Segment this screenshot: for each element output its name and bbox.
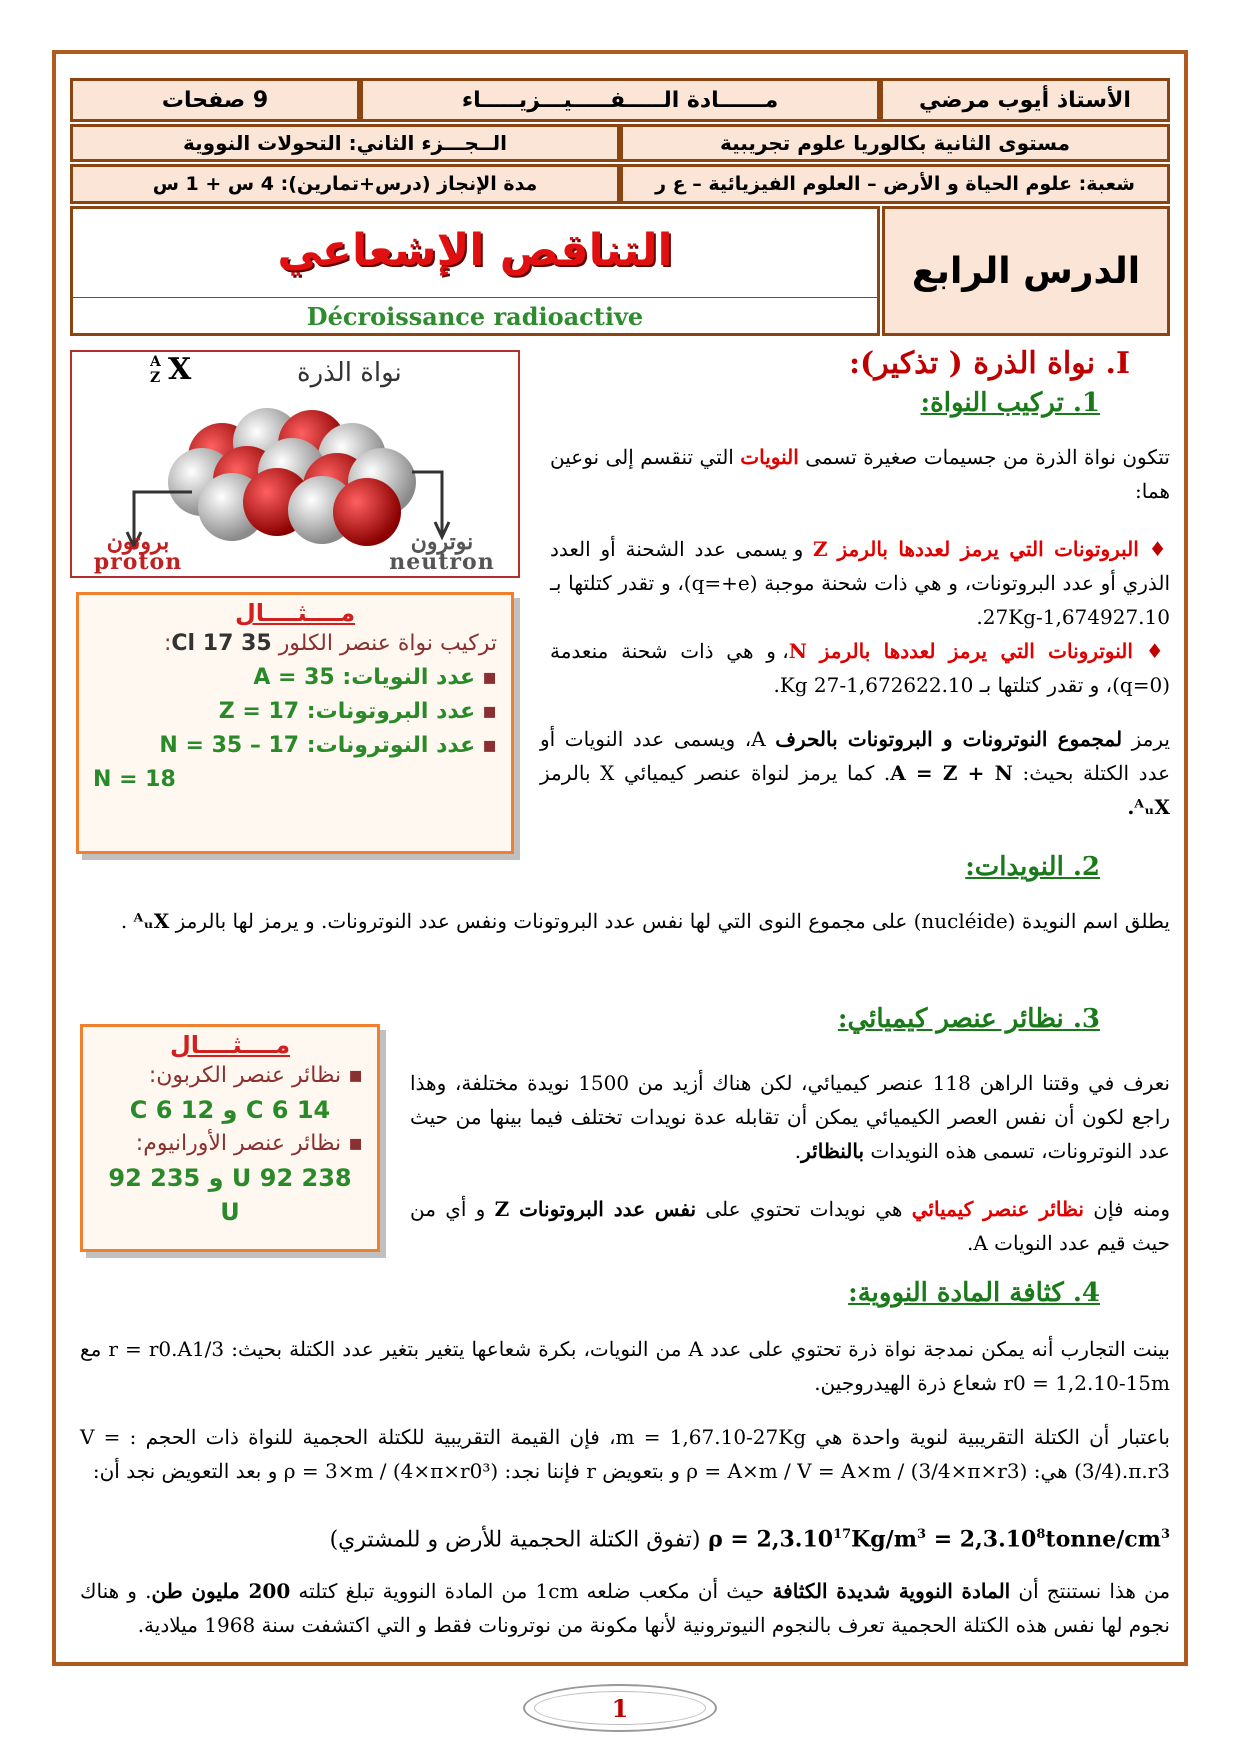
duration: مدة الإنجاز (درس+تمارين): 4 س + 1 س: [70, 164, 620, 204]
nucleus-icon: [168, 408, 416, 546]
density-result: $\rho = 2,3.10^{17}Kg/m^3$ = $2,3.10^8tonne/cm^3$ (تفوق الكتلة الحجمية للأرض و للمشتري): [329, 1526, 1170, 1553]
paragraph-nuclides: يطلق اسم النويدة (nucléide) على مجموع النوى التي لها نفس عدد البروتونات ونفس عدد النوترونات. و يرمز لها بالرمز ᴬᵤX .: [120, 909, 1170, 933]
nucleus-caption: نواة الذرة: [297, 358, 402, 388]
example-line-1: ▪ عدد النويات: A = 35: [253, 665, 497, 690]
paragraph-mass-number: يرمز لمجموع النوترونات و البروتونات بالحرف A، ويسمى عدد النويات أو عدد الكتلة بحيث: A = Z + N. كما يرمز لنواة عنصر كيميائي X بالرمز ᴬᵤX.: [540, 727, 1171, 819]
example-isotopes: [80, 1024, 380, 1252]
example-title: مــــثــــال: [169, 1031, 291, 1059]
teacher-name: الأستاذ أيوب مرضي: [880, 78, 1170, 122]
subsection-3: 3. نظائر عنصر كيميائي:: [837, 1004, 1100, 1034]
subsection-4: 4. كثافة المادة النووية:: [848, 1278, 1100, 1308]
header-row-1: [70, 78, 1170, 122]
paragraph-radius: بينت التجارب أنه يمكن نمدجة نواة ذرة تحتوي على عدد A من النويات، بكرة شعاعها يتغير بتغير عدد الكتلة بحيث: r = r0.A1/3 مع r0 = 1,2.10-15m شعاع ذرة الهيدروجين.: [80, 1337, 1170, 1395]
example-uranium-label: ▪ نظائر عنصر الأورانيوم:: [135, 1131, 363, 1156]
lesson-title-fr: Décroissance radioactive: [73, 297, 877, 336]
lesson-title-ar: التناقص الإشعاعي: [277, 225, 673, 276]
proton-label: بروتون proton: [93, 529, 183, 575]
paragraph-nucleons: تتكون نواة الذرة من جسيمات صغيرة تسمى النويات التي تنقسم إلى نوعين هما:: [550, 445, 1170, 503]
lesson-number: الدرس الرابع: [882, 206, 1170, 336]
subsection-1: 1. تركيب النواة:: [920, 388, 1100, 418]
subject-name: مــــــادة الـــــفـــــيـــزيـــــاء: [360, 78, 880, 122]
example-line-2: ▪ عدد البروتونات: Z = 17: [218, 699, 497, 724]
nucleus-figure: نواة الذرة A Z X بروتون proton نوترون neutron: [70, 350, 520, 578]
example-intro: تركيب نواة عنصر الكلور 35 17 Cl:: [163, 631, 497, 656]
paragraph-isotopes: نعرف في وقتنا الراهن 118 عنصر كيميائي، لكن هناك أزيد من 1500 نويدة مختلفة، وهذا راجع لكون أن نفس العصر الكيميائي يمكن أن تقابله عدة نويدات تختلف فيما بينها من حيث عدد النوترونات، تسمى هذه النويدات بالنظائر.: [410, 1071, 1170, 1163]
example-chlorine: [76, 592, 514, 854]
paragraph-conclusion: من هذا نستنتج أن المادة النووية شديدة الكثافة حيث أن مكعب ضلعه 1cm من المادة النووية تبلغ كتلته 200 مليون طن. و هناك نجوم لها نفس هذه الكتلة الحجمية تعرف بالنجوم النيوترونية لأنها مكونة من نوترونات فقط و التي اكتشفت سنة 1968 ميلادية.: [80, 1579, 1171, 1637]
example-title: مــــثــــال: [234, 599, 356, 627]
page-number: 1: [520, 1683, 720, 1733]
neutron-label: نوترون neutron: [389, 529, 495, 575]
lesson-title-box: [70, 206, 880, 336]
header-row-2: [70, 124, 1170, 162]
bullet-neutrons: ♦ النوترونات التي يرمز لعددها بالرمز N، و هي ذات شحنة منعدمة (q=0)، و تقدر كتلتها بـ 1,672622.10-27 Kg.: [550, 639, 1171, 697]
subsection-2: 2. النويدات:: [965, 852, 1100, 882]
example-uranium-isotopes: 238 92 U و 235 92 U: [108, 1164, 352, 1226]
level: مستوى الثانية بكالوريا علوم تجريبية: [620, 124, 1170, 162]
example-line-4: N = 18: [93, 767, 176, 792]
paragraph-isotope-def: ومنه فإن نظائر عنصر كيميائي هي نويدات تحتوي على نفس عدد البروتونات Z و أي من حيث قيم عدد النويات A.: [410, 1197, 1171, 1255]
branch: شعبة: علوم الحياة و الأرض – العلوم الفيزيائية – ع ر: [620, 164, 1170, 204]
example-carbon-label: ▪ نظائر عنصر الكربون:: [148, 1063, 363, 1088]
paragraph-density: باعتبار أن الكتلة التقريبية لنوية واحدة هي m = 1,67.10-27Kg، فإن القيمة التقريبية للكتلة الحجمية للنواة ذات الحجم : V = (3/4).π.r3 هي: ρ = A×m / V = A×m / (3/4×π×r3) و بتعويض r فإننا نجد: ρ = 3×m / (4×π×r0³) و بعد التعويض نجد أن:: [80, 1425, 1170, 1483]
example-line-3: ▪ عدد النوترونات: N = 35 – 17: [159, 733, 497, 758]
bullet-protons: ♦ البروتونات التي يرمز لعددها بالرمز Z و يسمى عدد الشحنة أو العدد الذري أو عدد البروتونات، و هي ذات شحنة موجبة (q=+e)، و تقدر كتلتها بـ 1,674927.10-27Kg.: [550, 537, 1171, 629]
page-count: 9 صفحات: [70, 78, 360, 122]
example-carbon-isotopes: 14 6 C و 12 6 C: [129, 1096, 331, 1124]
part: الــجـــزء الثاني: التحولات النووية: [70, 124, 620, 162]
section-heading: I. نواة الذرة ( تذكير):: [848, 346, 1130, 381]
header-row-3: [70, 164, 1170, 204]
